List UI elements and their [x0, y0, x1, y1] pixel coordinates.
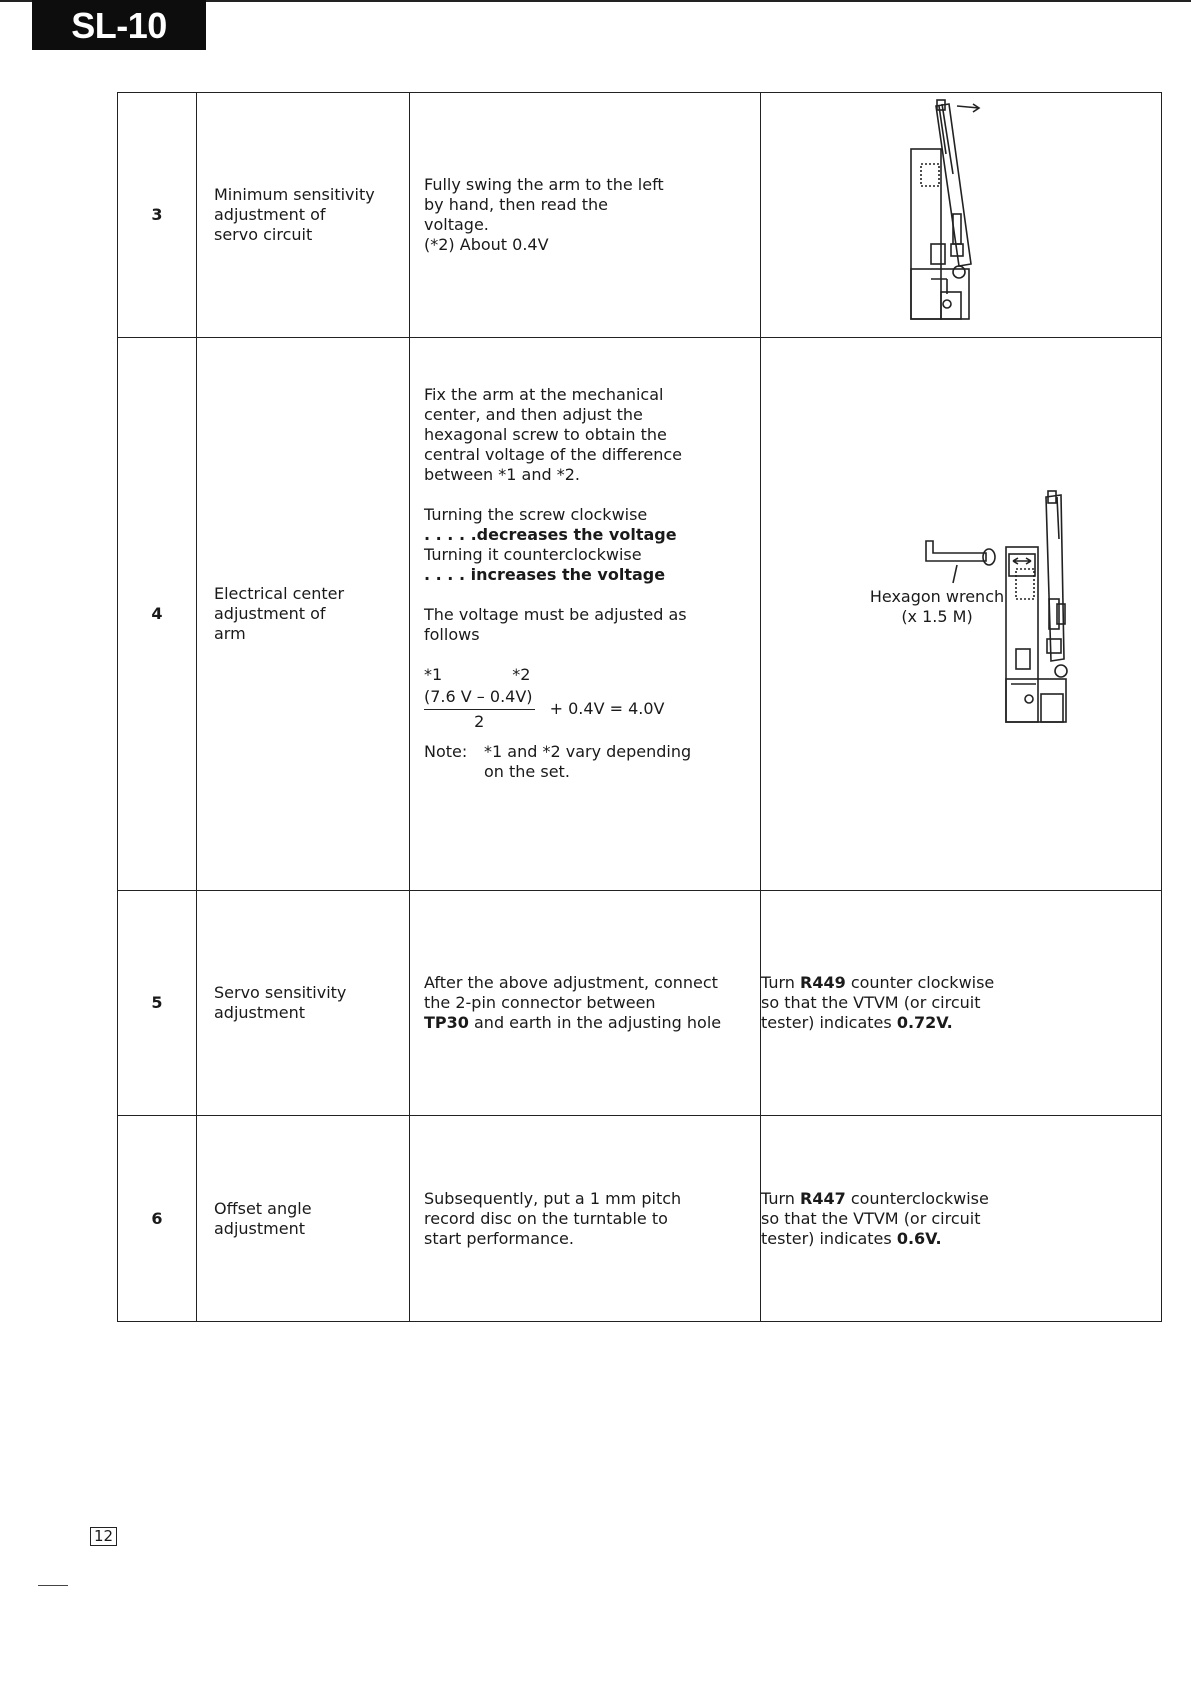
- item-cell: Offset angle adjustment: [197, 1116, 410, 1322]
- step-number: 4: [118, 338, 197, 891]
- item-cell: Servo sensitivity adjustment: [197, 891, 410, 1116]
- voltage-formula: $\frac{(7.6 V - 0.4V)}{2}$ + 0.4V = 4.0V: [424, 687, 665, 731]
- figure-cell: [761, 93, 1162, 338]
- step-number: 6: [118, 1116, 197, 1322]
- figure-label: (x 1.5 M): [901, 606, 973, 626]
- item-cell: Minimum sensitivity adjustment of servo circuit: [197, 93, 410, 338]
- item-cell: Electrical center adjustment of arm: [197, 338, 410, 891]
- result-cell: Turn R447 counterclockwise so that the VTVM (or circuit tester) indicates 0.6V.: [761, 1116, 1162, 1322]
- step-number: 5: [118, 891, 197, 1116]
- note: Note: *1 and *2 vary depending on the set.: [424, 742, 692, 781]
- formula-stars: *1 *2: [424, 665, 531, 684]
- procedure-cell: Fully swing the arm to the left by hand, then read the voltage. (*2) About 0.4V: [410, 93, 761, 338]
- result-cell: Turn R449 counter clockwise so that the VTVM (or circuit tester) indicates 0.72V.: [761, 891, 1162, 1116]
- tonearm-left-swing-figure: [761, 94, 1161, 337]
- page-number: 12: [90, 1527, 117, 1546]
- hexagon-wrench-figure: [761, 339, 1161, 890]
- model-tag: SL-10: [32, 0, 206, 50]
- table-row: [118, 93, 1162, 338]
- figure-cell: [761, 338, 1162, 891]
- table-row: [118, 338, 1162, 891]
- scan-mark: [38, 1585, 68, 1586]
- adjustment-table: [117, 92, 1162, 1322]
- table-row: [118, 891, 1162, 1116]
- figure-label: Hexagon wrench: [869, 586, 1005, 606]
- procedure-cell: Subsequently, put a 1 mm pitch record disc on the turntable to start performance.: [410, 1116, 761, 1322]
- table-row: [118, 1116, 1162, 1322]
- step-number: 3: [118, 93, 197, 338]
- procedure-cell: After the above adjustment, connect the 2-pin connector between TP30 and earth in the adjusting hole: [410, 891, 761, 1116]
- hex-wrench-icon: [926, 541, 986, 561]
- procedure-cell: Fix the arm at the mechanical center, and then adjust the hexagonal screw to obtain the central voltage of the difference between *1 and *2. Turning the screw clockwise . . . . .decreases the voltage Turning it counterclockwise . . . . increases the voltage The voltage must be adjusted as follows *1 *2 $\frac{(7.6 V - 0.4V)}{2}$ + 0.4V = 4.0V Note: *1 and *2 vary depending on the set.: [410, 338, 761, 891]
